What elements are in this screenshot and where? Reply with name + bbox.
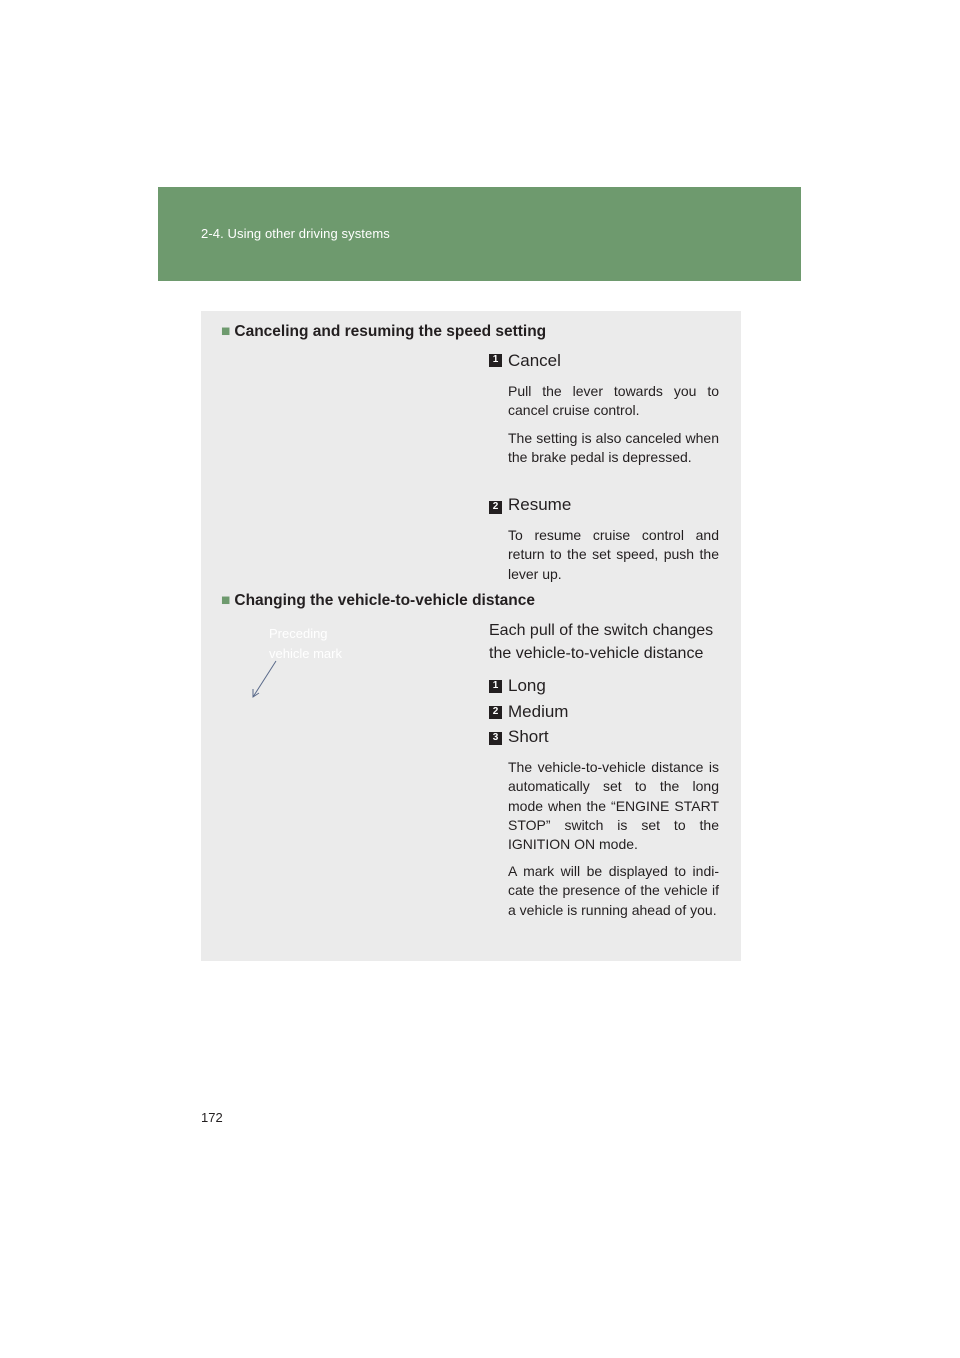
number-badge-text: 1 <box>492 680 499 691</box>
number-badge-icon <box>489 680 502 693</box>
section-title-text: Changing the vehicle-to-vehicle distance <box>234 592 535 609</box>
callout-label: Preceding vehicle mark <box>269 626 342 661</box>
item-label-cancel: Cancel <box>508 351 561 370</box>
item-description: To resume cruise control and return to the set speed, push the lever up. <box>508 527 719 582</box>
section-title-text: Canceling and resuming the speed setting <box>234 323 547 340</box>
item-label-short: Short <box>508 727 549 746</box>
distance-description: The vehicle-to-vehicle distance is automatically set to the long mode when the “ENGINE START STOP” switch is set to the IGNITION ON mode. <box>508 759 719 853</box>
item-label-medium: Medium <box>508 702 569 721</box>
chapter-header-band <box>158 187 801 281</box>
number-badge-text: 1 <box>492 354 499 365</box>
item-label-resume: Resume <box>508 495 572 514</box>
number-badge-icon <box>489 732 502 745</box>
square-bullet-icon: ■ <box>221 323 231 340</box>
distance-lead-text: Each pull of the switch changes the vehicle-to-vehicle distance <box>489 622 714 662</box>
section-title-distance <box>221 592 535 610</box>
chapter-header-text: 2-4. Using other driving systems <box>201 226 390 241</box>
item-label-long: Long <box>508 676 546 695</box>
item-description: Pull the lever towards you to cancel cruise control. <box>508 383 719 419</box>
callout-leader-line <box>249 659 279 701</box>
section-title-cancel-resume <box>221 323 546 341</box>
number-badge-icon <box>489 354 502 367</box>
square-bullet-icon: ■ <box>221 592 231 609</box>
number-badge-text: 3 <box>492 732 499 743</box>
item-description: The setting is also canceled when the brake pedal is depressed. <box>508 430 719 466</box>
number-badge-icon <box>489 501 502 514</box>
content-panel <box>201 311 741 961</box>
page-number: 172 <box>201 1110 223 1125</box>
number-badge-text: 2 <box>492 706 499 717</box>
number-badge-text: 2 <box>492 501 499 512</box>
distance-description: A mark will be displayed to indi-cate the presence of the vehicle if a vehicle is running ahead of you. <box>508 863 719 918</box>
number-badge-icon <box>489 706 502 719</box>
